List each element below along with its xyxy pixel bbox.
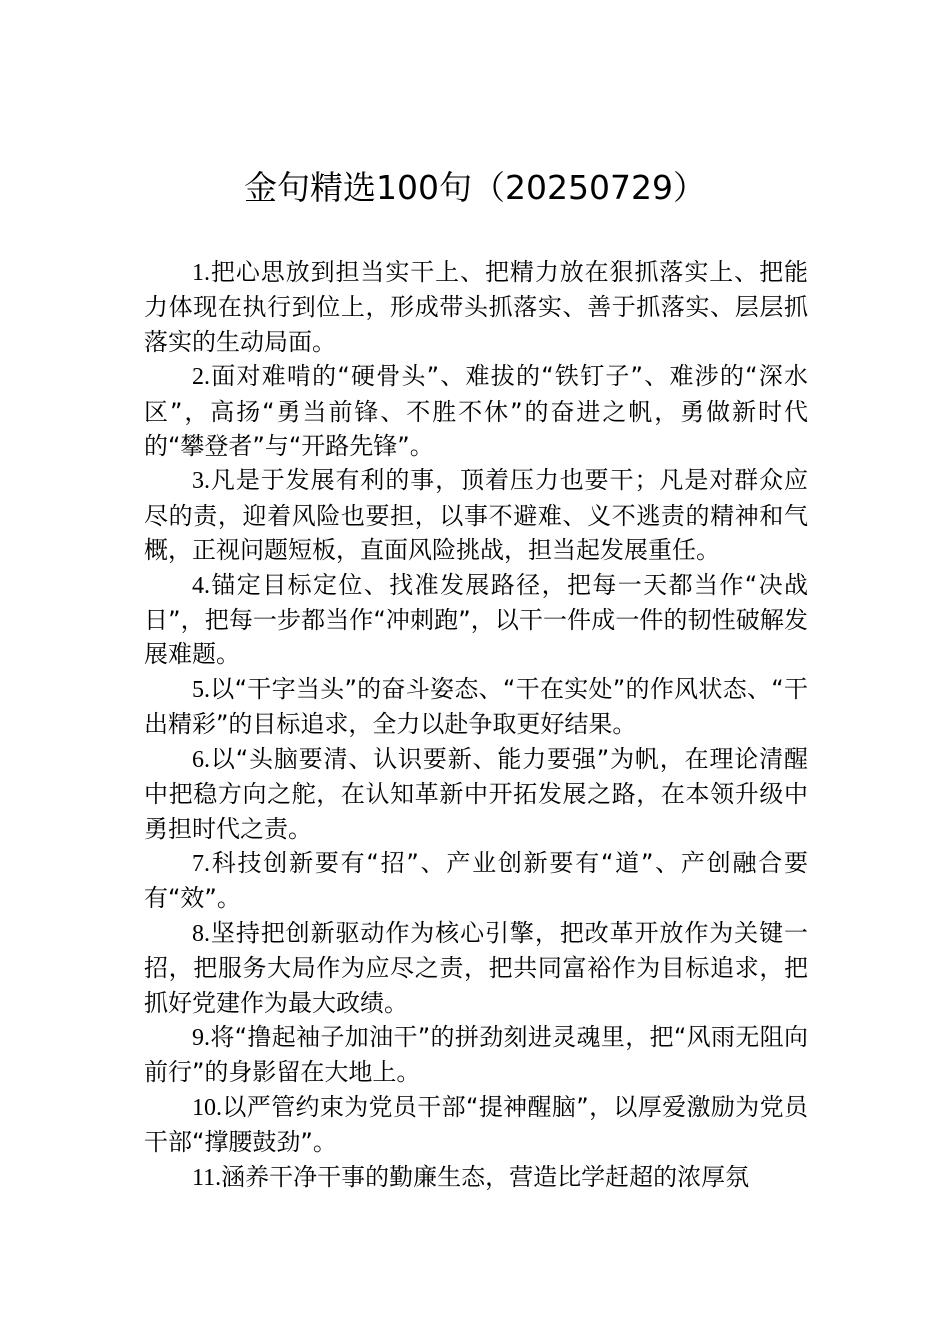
paragraph-5 xyxy=(144,672,808,742)
paragraph-8 xyxy=(144,916,808,1020)
paragraph-number: 10. xyxy=(192,1094,222,1121)
paragraph-text: 锚定目标定位、找准发展路径，把每一天都当作“决战日”，把每一步都当作“冲刺跑”，以干一件成一件的韧性破解发展难题。 xyxy=(144,570,808,669)
paragraph-number: 7. xyxy=(192,850,210,877)
paragraph-text: 面对难啃的“硬骨头”、难拔的“铁钉子”、难涉的“深水区”，高扬“勇当前锋、不胜不休”的奋进之帆，勇做新时代的“攀登者”与“开路先锋”。 xyxy=(144,362,808,461)
paragraph-text: 把心思放到担当实干上、把精力放在狠抓落实上、把能力体现在执行到位上，形成带头抓落实、善于抓落实、层层抓落实的生动局面。 xyxy=(144,258,808,356)
paragraph-number: 8. xyxy=(192,920,210,947)
paragraph-number: 3. xyxy=(192,468,210,495)
paragraph-2 xyxy=(144,359,808,463)
paragraph-text: 涵养干净干事的勤廉生态，营造比学赶超的浓厚氛 xyxy=(221,1162,750,1191)
paragraph-text: 坚持把创新驱动作为核心引擎，把改革开放作为关键一招，把服务大局作为应尽之责，把共同富裕作为目标追求，把抓好党建作为最大政绩。 xyxy=(144,918,808,1017)
paragraph-number: 6. xyxy=(192,746,210,773)
paragraph-1 xyxy=(144,255,808,359)
paragraph-9 xyxy=(144,1020,808,1090)
paragraph-text: 以“干字当头”的奋斗姿态、“干在实处”的作风状态、“干出精彩”的目标追求，全力以赴争取更好结果。 xyxy=(144,674,808,739)
paragraph-number: 4. xyxy=(192,572,210,599)
paragraph-number: 1. xyxy=(192,260,210,286)
paragraph-7 xyxy=(144,846,808,916)
paragraph-text: 以“头脑要清、认识要新、能力要强”为帆，在理论清醒中把稳方向之舵，在认知革新中开拓发展之路，在本领升级中勇担时代之责。 xyxy=(144,744,808,843)
document-body xyxy=(144,255,808,1195)
paragraph-6 xyxy=(144,742,808,846)
paragraph-10 xyxy=(144,1090,808,1160)
paragraph-number: 2. xyxy=(192,364,210,391)
paragraph-text: 凡是于发展有利的事，顶着压力也要干；凡是对群众应尽的责，迎着风险也要担，以事不避难、义不逃责的精神和气概，正视问题短板，直面风险挑战，担当起发展重任。 xyxy=(144,466,808,565)
paragraph-number: 11. xyxy=(192,1164,222,1191)
paragraph-text: 科技创新要有“招”、产业创新要有“道”、产创融合要有“效”。 xyxy=(144,848,808,913)
paragraph-4 xyxy=(144,568,808,672)
paragraph-text: 将“撸起袖子加油干”的拼劲刻进灵魂里，把“风雨无阻向前行”的身影留在大地上。 xyxy=(144,1022,808,1087)
document-title: 金句精选100句（20250729） xyxy=(244,168,706,207)
paragraph-text: 以严管约束为党员干部“提神醒脑”，以厚爱激励为党员干部“撑腰鼓劲”。 xyxy=(144,1092,808,1157)
paragraph-11 xyxy=(144,1160,808,1195)
paragraph-3 xyxy=(144,463,808,567)
paragraph-number: 5. xyxy=(192,676,210,703)
paragraph-number: 9. xyxy=(192,1024,210,1051)
